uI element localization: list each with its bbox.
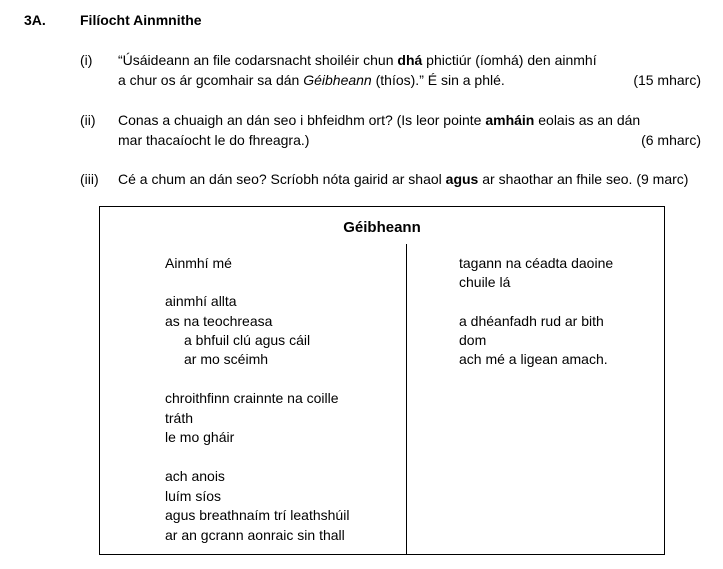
poem-title: Géibheann — [343, 219, 421, 236]
question-i-marks: (15 mharc) — [633, 72, 701, 88]
poem-right-line: chuile lá — [459, 274, 511, 290]
question-i-line-1: “Úsáideann an file codarsnacht shoiléir chun dhá phictiúr (íomhá) den ainmhí — [118, 52, 597, 68]
poem-right-line: a dhéanfadh rud ar bith — [459, 313, 604, 329]
poem-left-line: ar mo scéimh — [184, 351, 269, 367]
poem-left-line: as na teochreasa — [165, 313, 273, 329]
poem-column-divider — [406, 244, 407, 555]
question-iii-line-1: Cé a chum an dán seo? Scríobh nóta gairid ar shaol agus ar shaothar an fhile seo. (9 marc) — [118, 171, 689, 187]
section-number: 3A. — [24, 12, 46, 28]
poem-left-line: chroithfinn crainnte na coille — [165, 390, 339, 406]
poem-right-line: dom — [459, 332, 487, 348]
question-ii-line-2: mar thacaíocht le do fhreagra.) — [118, 132, 310, 148]
question-label-iii: (iii) — [80, 171, 99, 187]
question-ii-marks: (6 mharc) — [641, 132, 701, 148]
poem-left-line: tráth — [165, 410, 194, 426]
poem-left-line: Ainmhí mé — [165, 255, 232, 271]
question-ii-line-1: Conas a chuaigh an dán seo i bhfeidhm ort? (Is leor pointe amháin eolais as an dán — [118, 112, 641, 128]
poem-left-line: ainmhí allta — [165, 293, 237, 309]
poem-box-bottom-border — [99, 554, 665, 555]
question-i-line-2: a chur os ár gcomhair sa dán Géibheann (thíos).” É sin a phlé. — [118, 72, 505, 88]
poem-right-line: tagann na céadta daoine — [459, 255, 614, 271]
poem-left-line: agus breathnaím trí leathshúil — [165, 507, 350, 523]
question-label-i: (i) — [80, 52, 93, 68]
question-label-ii: (ii) — [80, 112, 96, 128]
poem-left-line: a bhfuil clú agus cáil — [184, 332, 311, 348]
section-title: Filíocht Ainmnithe — [80, 12, 202, 28]
poem-left-line: ar an gcrann aonraic sin thall — [165, 527, 345, 543]
poem-left-line: luím síos — [165, 488, 222, 504]
poem-right-line: ach mé a ligean amach. — [459, 351, 608, 367]
poem-left-line: le mo gháir — [165, 429, 235, 445]
poem-left-line: ach anois — [165, 468, 225, 484]
